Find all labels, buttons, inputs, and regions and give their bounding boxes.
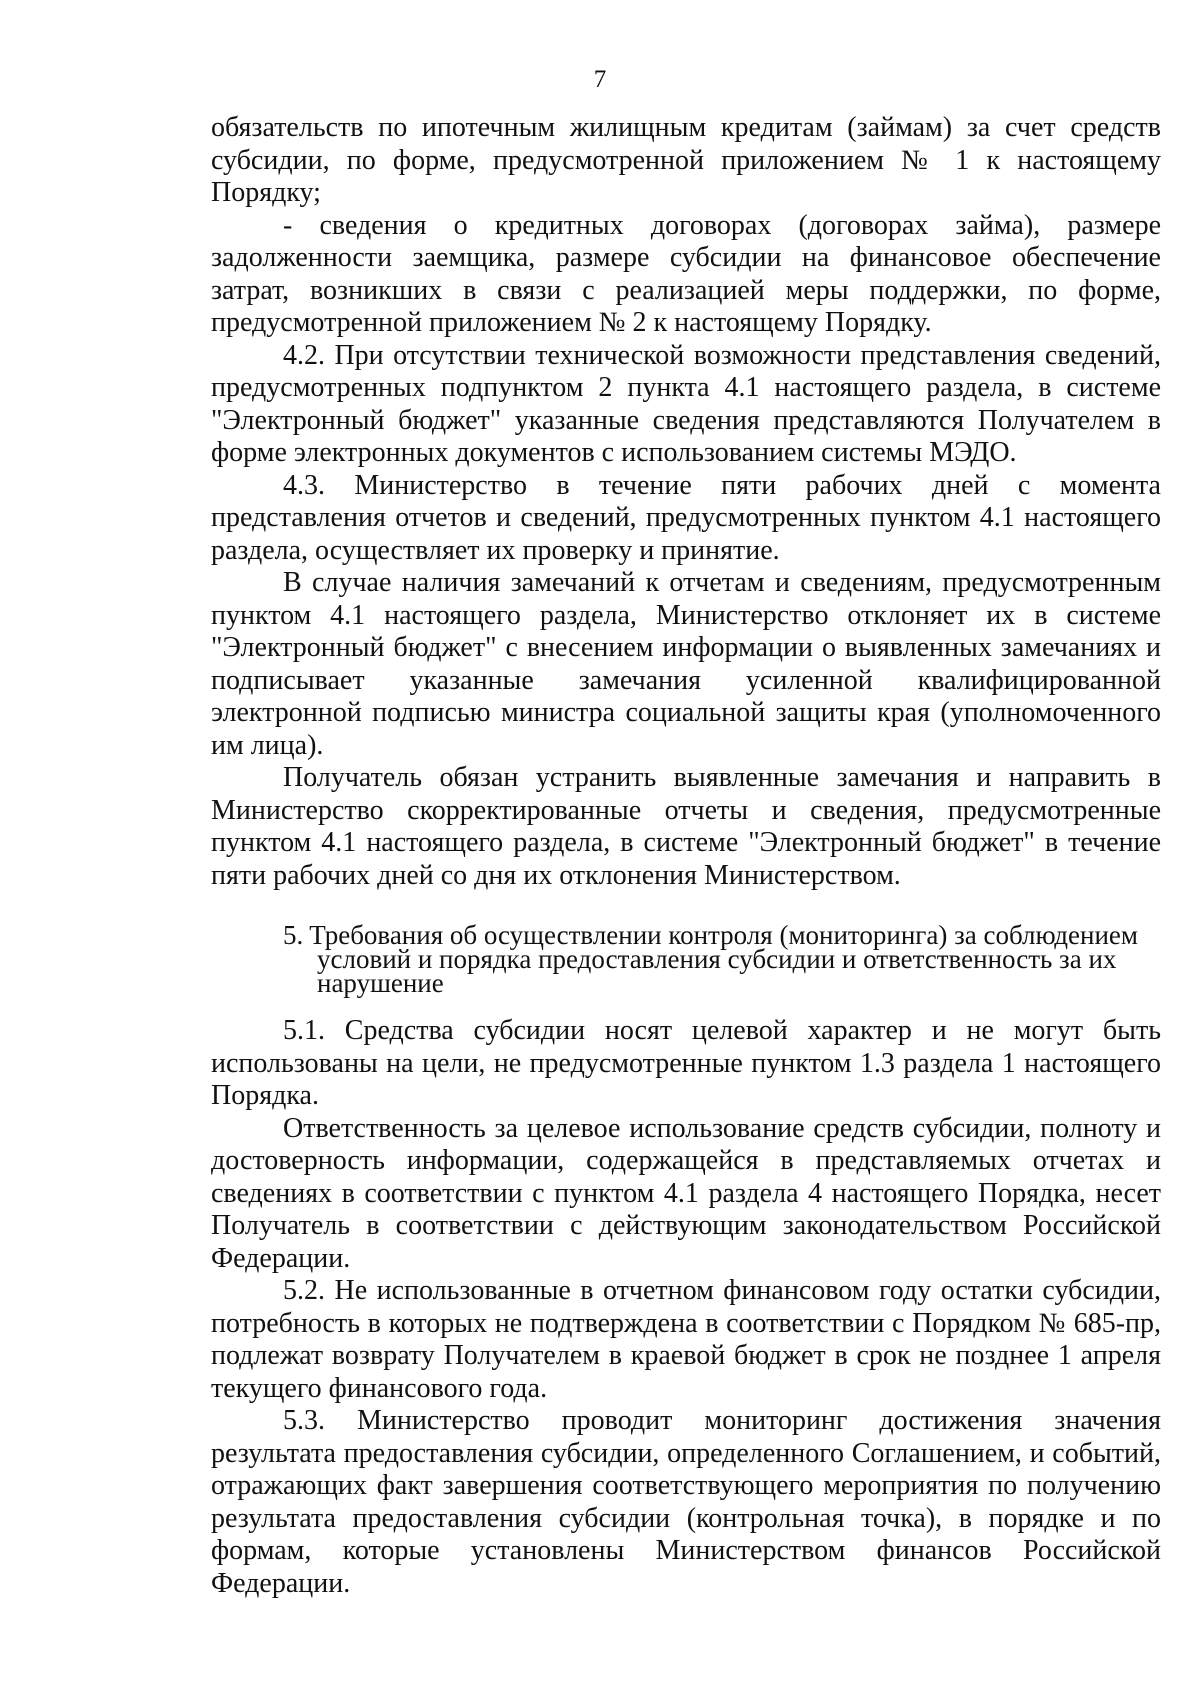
paragraph-continuation: обязательств по ипотечным жилищным кредитам (займам) за счет средств субсидии, по форме, предусмотренной приложением № 1 к настоящему Порядку; bbox=[211, 112, 1161, 208]
paragraph-5-3: 5.3. Министерство проводит мониторинг достижения значения результата предоставления субсидии, определенного Соглашением, и событий, отражающих факт завершения соответствующего мероприятия по получению результата предоставления субсидии (контрольная точка), в порядке и по формам, которые установлены Министерством финансов Российской Федерации. bbox=[211, 1405, 1161, 1599]
paragraph-4-2: 4.2. При отсутствии технической возможности представления сведений, предусмотренных подпунктом 2 пункта 4.1 настоящего раздела, в системе "Электронный бюджет" указанные сведения представляются Получателем в форме электронных документов с использованием системы МЭДО. bbox=[211, 339, 1161, 468]
paragraph-credit-agreements: - сведения о кредитных договорах (договорах займа), размере задолженности заемщика, размере субсидии на финансовое обеспечение затрат, возникших в связи с реализацией меры поддержки, по форме, предусмотренной приложением № 2 к настоящему Порядку. bbox=[211, 209, 1161, 338]
document-body bbox=[211, 112, 1161, 1600]
section-5-title-line1: Требования об осуществлении контроля (мониторинга) за соблюдением bbox=[309, 920, 1138, 950]
section-5-title-line3: нарушение bbox=[317, 968, 444, 998]
section-5-number: 5. bbox=[283, 920, 304, 950]
paragraph-remarks: В случае наличия замечаний к отчетам и сведениям, предусмотренным пунктом 4.1 настоящего раздела, Министерство отклоняет их в системе "Электронный бюджет" с внесением информации о выявленных замечаниях и подписывает указанные замечания усиленной квалифицированной электронной подписью министра социальной защиты края (уполномоченного им лица). bbox=[211, 567, 1161, 761]
paragraph-5-2: 5.2. Не использованные в отчетном финансовом году остатки субсидии, потребность в которых не подтверждена в соответствии с Порядком № 685-пр, подлежат возврату Получателем в краевой бюджет в срок не позднее 1 апреля текущего финансового года. bbox=[211, 1275, 1161, 1404]
paragraph-recipient-obligation: Получатель обязан устранить выявленные замечания и направить в Министерство скорректированные отчеты и сведения, предусмотренные пунктом 4.1 настоящего раздела, в системе "Электронный бюджет" в течение пяти рабочих дней со дня их отклонения Министерством. bbox=[211, 762, 1161, 891]
paragraph-5-1: 5.1. Средства субсидии носят целевой характер и не могут быть использованы на цели, не предусмотренные пунктом 1.3 раздела 1 настоящего Порядка. bbox=[211, 1015, 1161, 1111]
section-5-heading bbox=[283, 920, 1161, 998]
section-5-title-line2: условий и порядка предоставления субсидии и ответственность за их bbox=[317, 944, 1117, 974]
paragraph-responsibility: Ответственность за целевое использование средств субсидии, полноту и достоверность информации, содержащейся в представляемых отчетах и сведениях в соответствии с пунктом 4.1 раздела 4 настоящего Порядка, несет Получатель в соответствии с действующим законодательством Российской Федерации. bbox=[211, 1112, 1161, 1274]
paragraph-4-3: 4.3. Министерство в течение пяти рабочих дней с момента представления отчетов и сведений, предусмотренных пунктом 4.1 настоящего раздела, осуществляет их проверку и принятие. bbox=[211, 469, 1161, 566]
page-number: 7 bbox=[593, 66, 607, 93]
